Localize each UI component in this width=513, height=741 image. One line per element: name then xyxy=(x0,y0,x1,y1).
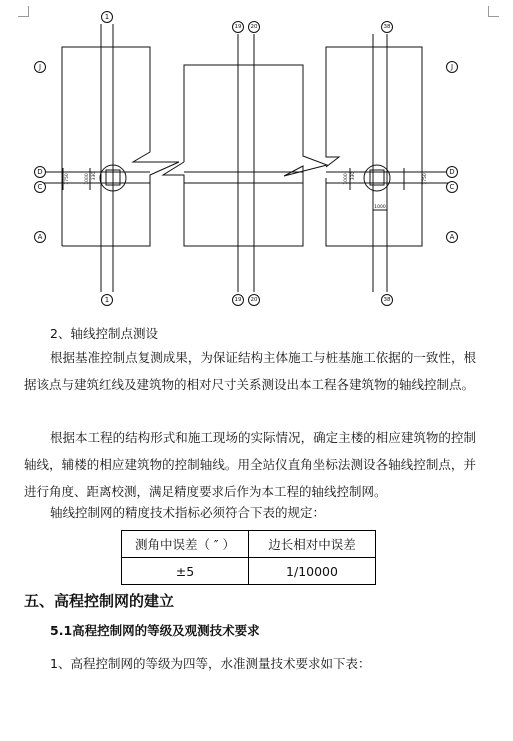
axis-number-19-top: 19 xyxy=(234,24,242,30)
section5-paragraph: 1、高程控制网的等级为四等，水准测量技术要求如下表： xyxy=(50,656,371,671)
left-building-outline xyxy=(62,47,179,246)
axis-letter-c-left: C xyxy=(37,183,43,191)
dim-label-left-outer: 1750 xyxy=(65,173,70,185)
dim-label-right-outer: 1750 xyxy=(423,173,428,185)
axis-letter-j-left: J xyxy=(38,63,42,71)
axis-number-20-top: 20 xyxy=(250,24,258,30)
middle-building-outline xyxy=(163,65,327,246)
table-cell-side-error: 1/10000 xyxy=(249,558,376,585)
table-header-angle-error: 测角中误差（ ″ ） xyxy=(122,531,249,558)
table-cell-angle-error: ±5 xyxy=(122,558,249,585)
section2-paragraph-3: 轴线控制网的精度技术指标必须符合下表的规定： xyxy=(50,505,326,520)
dim-label-left-inner: 1000 xyxy=(85,173,90,185)
axis-control-drawing xyxy=(0,0,513,320)
axis-number-19-bottom: 19 xyxy=(234,297,242,303)
right-building-outline xyxy=(326,47,422,246)
axis-letter-d-right: D xyxy=(449,168,455,176)
axis-number-38-top: 38 xyxy=(383,24,391,30)
dim-label-right-small: 330 xyxy=(351,171,356,181)
dim-label-horizontal: 1000 xyxy=(374,205,386,210)
table-header-side-error: 边长相对中误差 xyxy=(249,531,376,558)
section5-title: 五、高程控制网的建立 xyxy=(24,592,175,610)
dim-label-right-inner: 1000 xyxy=(344,173,349,185)
axis-letter-j-right: J xyxy=(450,63,454,71)
axis-letter-a-right: A xyxy=(449,233,455,241)
axis-letter-a-left: A xyxy=(37,233,43,241)
accuracy-table xyxy=(121,530,376,585)
table-row xyxy=(122,558,376,585)
axis-letter-c-right: C xyxy=(449,183,455,191)
axis-number-1-bottom: 1 xyxy=(104,296,110,304)
section5-subtitle: 5.1高程控制网的等级及观测技术要求 xyxy=(50,623,260,638)
section2-heading: 2、轴线控制点测设 xyxy=(50,326,158,341)
axis-number-20-bottom: 20 xyxy=(250,297,258,303)
axis-letter-d-left: D xyxy=(37,168,43,176)
section2-paragraph-1: 根据基准控制点复测成果，为保证结构主体施工与桩基施工依据的一致性，根据该点与建筑红线及建筑物的相对尺寸关系测设出本工程各建筑物的轴线控制点。 xyxy=(24,350,476,392)
table-header-row xyxy=(122,531,376,558)
axis-number-38-bottom: 38 xyxy=(383,297,391,303)
section2-paragraph-2: 根据本工程的结构形式和施工现场的实际情况，确定主楼的相应建筑物的控制轴线，辅楼的相应建筑物的控制轴线。用全站仪直角坐标法测设各轴线控制点，并进行角度、距离校测，满足精度要求后作为本工程的轴线控制网。 xyxy=(24,430,476,499)
control-point-right-circle xyxy=(364,165,390,191)
dim-label-left-small: 330 xyxy=(92,171,97,181)
axis-number-1-top: 1 xyxy=(104,13,110,21)
